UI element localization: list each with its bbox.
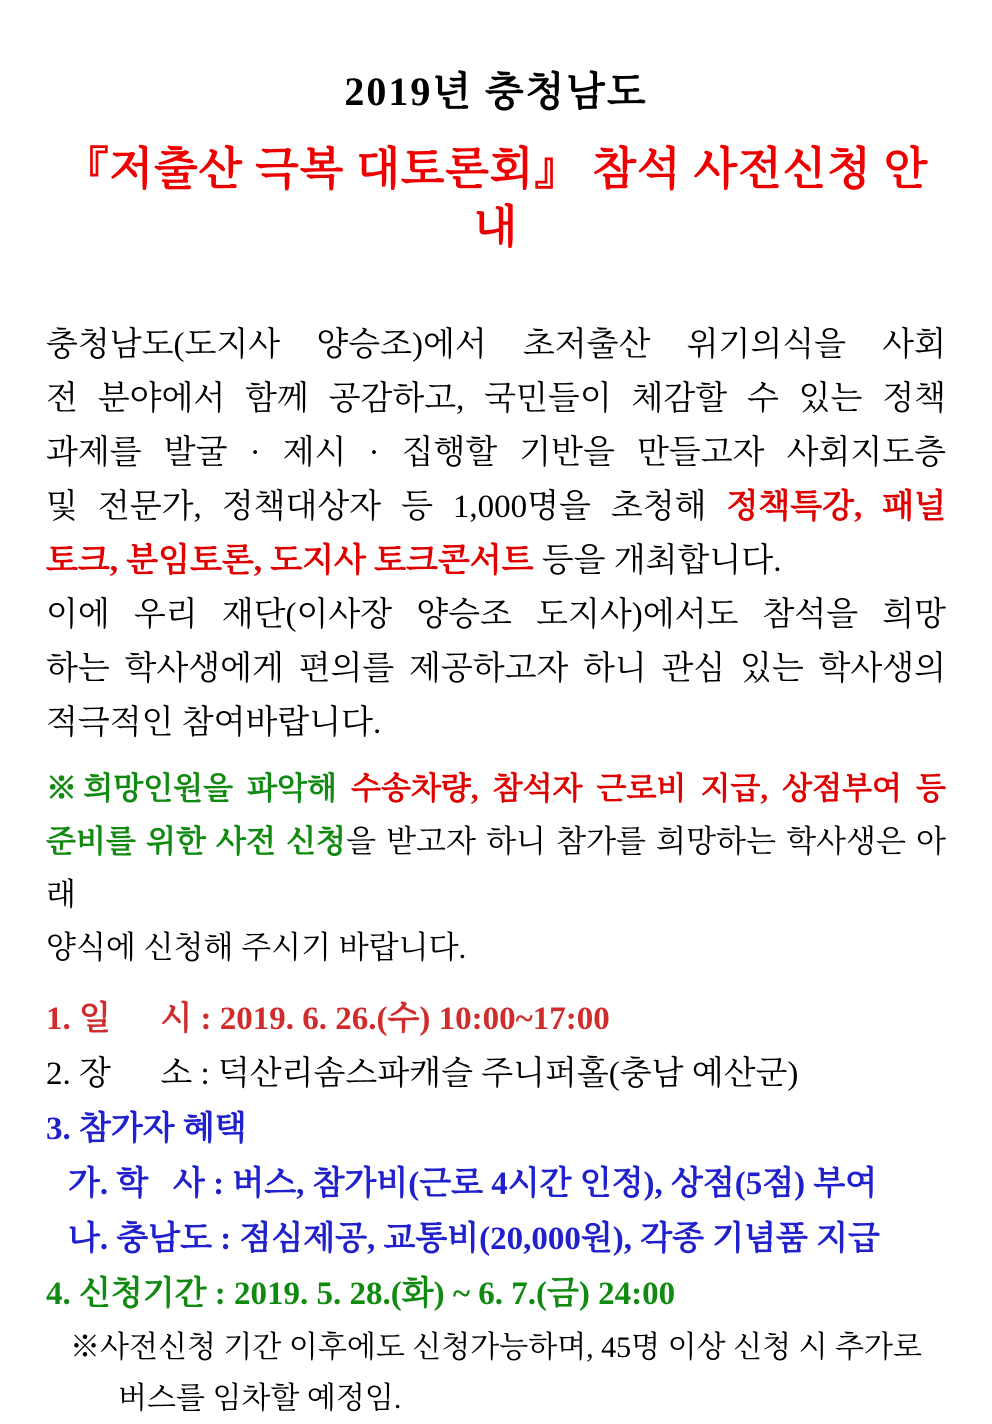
- detail-item-location: 2. 장 소 : 덕산리솜스파캐슬 주니퍼홀(충남 예산군): [46, 1056, 799, 1092]
- intro-line-7: 하는 학사생에게 편의를 제공하고자 하니 관심 있는 학사생의: [46, 651, 946, 687]
- detail-item-benefit-foundation: 가. 학 사 : 버스, 참가비(근로 4시간 인정), 상점(5점) 부여: [68, 1166, 878, 1202]
- footnote-line-2: 버스를 임차할 예정임.: [118, 1382, 402, 1415]
- notice-line-2-green-emphasis: 준비를 위한 사전 신청: [46, 824, 346, 859]
- intro-line-5: [46, 534, 946, 588]
- intro-line-4-red-emphasis: 정책특강, 패널: [726, 489, 946, 525]
- detail-item-benefit-province: 나. 충남도 : 점심제공, 교통비(20,000원), 각종 기념품 지급: [68, 1221, 880, 1257]
- intro-line-1: 충청남도(도지사 양승조)에서 초저출산 위기의식을 사회: [46, 327, 946, 363]
- intro-line-4: [46, 480, 946, 534]
- intro-line-3: 과제를 발굴 · 제시 · 집행할 기반을 만들고자 사회지도층: [46, 435, 946, 471]
- event-details-list: [46, 992, 946, 1424]
- detail-item-benefits-heading: 3. 참가자 혜택: [46, 1111, 247, 1147]
- intro-line-8: 적극적인 참여바랍니다.: [46, 705, 382, 741]
- intro-line-6: 이에 우리 재단(이사장 양승조 도지사)에서도 참석을 희망: [46, 597, 946, 633]
- notice-line-1: [46, 762, 946, 815]
- footnote-line-1: ※사전신청 기간 이후에도 신청가능하며, 45명 이상 신청 시 추가로: [70, 1331, 922, 1364]
- detail-item-registration-period: 4. 신청기간 : 2019. 5. 28.(화) ~ 6. 7.(금) 24:00: [46, 1276, 676, 1312]
- notice-line-2-black: 을 받고자 하니 참가를 희망하는 학사생은 아래: [46, 824, 946, 912]
- notice-line-1-green-emphasis: ※희망인원을 파악해: [46, 771, 352, 806]
- document-title-year: 2019년 충청남도: [344, 69, 648, 114]
- intro-paragraph: [46, 318, 946, 750]
- intro-line-5-black: 등을 개최합니다.: [533, 543, 782, 579]
- intro-line-4-black: 및 전문가, 정책대상자 등 1,000명을 초청해: [46, 489, 727, 525]
- detail-item-datetime: 1. 일 시 : 2019. 6. 26.(수) 10:00~17:00: [46, 1001, 610, 1037]
- intro-line-5-red-emphasis: 토크, 분임토론, 도지사 토크콘서트: [46, 543, 534, 579]
- pre-registration-notice-paragraph: [46, 762, 946, 974]
- notice-line-2: [46, 815, 946, 921]
- notice-line-1-red-emphasis: 수송차량, 참석자 근로비 지급, 상점부여 등: [351, 771, 946, 806]
- intro-line-2: 전 분야에서 함께 공감하고, 국민들이 체감할 수 있는 정책: [46, 381, 946, 417]
- document-title-main: 『저출산 극복 대토론회』 참석 사전신청 안내: [63, 144, 929, 252]
- notice-line-3: 양식에 신청해 주시기 바랍니다.: [46, 930, 467, 965]
